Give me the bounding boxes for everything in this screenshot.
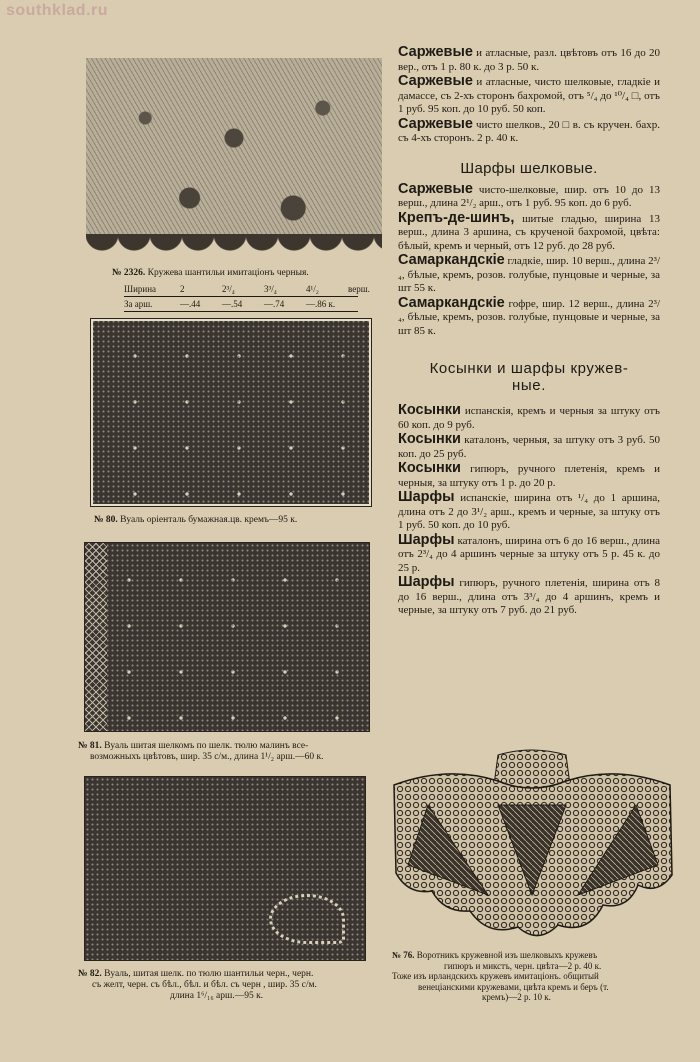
caption-text: Тоже изъ ирландскихъ кружевъ имитаціонъ. общитый <box>392 971 599 981</box>
price-cell: —.86 к. <box>306 299 336 309</box>
entry-text: каталонъ, черныя, за штуку отъ 3 руб. 50 коп. до 25 руб. <box>398 434 660 460</box>
section-heading <box>398 360 660 394</box>
size-cell: верш. <box>348 284 370 294</box>
size-label: Ширина <box>124 284 157 294</box>
entry-lead: Шарфы <box>398 489 455 505</box>
lace-edge <box>85 543 107 731</box>
caption-text: венеціанскими кружевами, цвѣта кремъ и беръ (т. <box>418 981 609 992</box>
caption-82 <box>78 969 317 1002</box>
lace-scallop-edge <box>86 234 382 258</box>
entry <box>398 576 660 618</box>
lace-illustration-2326 <box>86 58 382 258</box>
caption-number: № 76. <box>392 950 415 960</box>
entry <box>398 254 660 296</box>
entry-text: гипюръ, ручного плетенія, ширина отъ 8 до 16 верш., длина отъ 3³/₄ до 4 аршинъ, кремъ и черные, за штуку отъ 7 руб. до 21 руб. <box>398 577 660 616</box>
caption-text: Вуаль шитая шелкомъ по шелк. тюлю малинъ все- <box>104 741 309 751</box>
entry-text: испанскія, кремъ и черныя за штуку отъ 60 коп. до 9 руб. <box>398 405 660 431</box>
entry-lead: Саржевые <box>398 44 473 60</box>
veil-illustration-80 <box>90 318 372 507</box>
entry-text: шитые гладью, ширина 13 верш., длина 3 аршина, съ крученой бахромой, цвѣта: бѣлый, кремъ и черный, отъ 12 руб. до 28 руб. <box>398 212 660 252</box>
caption-number: № 82. <box>78 969 102 979</box>
entry-text: чисто шелков., 20 □ в. съ кручен. бахр. съ 4-хъ сторонъ. 2 р. 40 к. <box>398 118 660 144</box>
entry <box>398 209 660 254</box>
entry-text: гофре, шир. 12 верш., длина 2³/₄, бѣлые, кремъ, розов. голубые, пунцовые и черные, за шт 85 к. <box>398 297 660 337</box>
size-row <box>124 283 390 295</box>
entry-text: испанскіе, ширина отъ ¹/₄ до 1 аршина, длина отъ 2 до 3¹/₂ арш., кремъ и черные, за штуку отъ 1 руб. 50 коп. до 10 руб. <box>398 492 660 531</box>
caption-text: Вуаль, шитая шелк. по тюлю шантильи черн., черн. <box>104 969 314 979</box>
entry <box>398 75 660 117</box>
watermark: southklad.ru <box>6 2 109 19</box>
section-heading: Шарфы шелковые. <box>460 159 598 177</box>
entry <box>398 531 660 576</box>
caption-number: № 80. <box>94 515 118 525</box>
entry <box>398 433 660 461</box>
entry-lead: Саржевые <box>398 73 473 89</box>
caption-number: № 81. <box>78 741 102 751</box>
caption-text: длина 1⁶/₁₆ арш.—95 к. <box>170 991 264 1001</box>
floral-ornament <box>269 894 345 944</box>
entry <box>398 115 660 146</box>
caption-text: возможныхъ цвѣтовъ, шир. 35 с/м., длина 1¹/₂ арш.—60 к. <box>90 752 324 762</box>
size-cell: 4¹/₂ <box>306 284 319 294</box>
entry-lead: Самаркандскіе <box>398 294 505 311</box>
entry-lead: Саржевые <box>398 115 473 132</box>
entry-lead: Крепъ-де-шинъ, <box>398 209 515 226</box>
caption-81 <box>78 741 323 763</box>
table-rule <box>124 296 358 297</box>
heading-line: Косынки и шарфы кружев- <box>429 360 629 377</box>
entry-text: и атласные, чисто шелковые, гладкіе и дамассе, съ 2-хъ сторонъ бахромой, отъ ⁵/₄ до ¹⁰/₄ □, отъ 1 руб. 95 коп. до 10 руб. 50 коп. <box>398 76 660 115</box>
caption-text: съ желт, черн. съ бѣл., бѣл. и бѣл. съ черн , шир. 35 с/м. <box>92 980 317 990</box>
price-label: За арш. <box>124 299 153 309</box>
entry-lead: Саржевые <box>398 180 473 197</box>
size-cell: 2³/₄ <box>222 284 235 294</box>
entry <box>398 294 660 339</box>
heading-line: ные. <box>512 377 546 394</box>
entry-text: гладкіе, шир. 10 верш., длина 2³/₄, бѣлые, кремъ, розов. голубые, пунцовые и черные, за шт 55 к. <box>398 255 660 294</box>
entry-lead: Косынки <box>398 431 461 447</box>
entry <box>398 180 660 211</box>
entry-lead: Самаркандскіе <box>398 252 505 268</box>
catalog-text-column <box>398 46 660 619</box>
price-cell: —.74 <box>264 299 285 309</box>
entry <box>398 491 660 533</box>
price-row <box>124 298 390 310</box>
veil-illustration-81 <box>84 542 370 732</box>
entry <box>398 404 660 432</box>
caption-80 <box>94 515 297 526</box>
entry <box>398 462 660 490</box>
collar-illustration-76 <box>388 745 676 945</box>
caption-text: Вуаль орiенталь бумажная.цв. кремъ—95 к. <box>120 515 298 525</box>
entry-text: и атласные, разл. цвѣтовъ отъ 16 до 20 вер., отъ 1 р. 80 к. до 3 р. 50 к. <box>398 47 660 73</box>
caption-number: № 2326. <box>112 268 146 278</box>
entry-lead: Косынки <box>398 402 461 418</box>
entry-lead: Шарфы <box>398 531 455 548</box>
caption-text: Кружева шантильи имитаціонъ черныя. <box>147 268 309 278</box>
size-cell: 3³/₄ <box>264 284 277 294</box>
collar-drawing <box>388 745 676 945</box>
price-cell: —.54 <box>222 299 243 309</box>
caption-text: кремъ)—2 р. 10 к. <box>482 992 551 1002</box>
size-cell: 2 <box>180 284 185 294</box>
veil-illustration-82 <box>84 776 366 961</box>
caption-2326 <box>112 268 309 279</box>
caption-text: гипюръ и микстъ, черн. цвѣта—2 р. 40 к. <box>444 960 602 971</box>
entry-lead: Шарфы <box>398 574 455 590</box>
caption-text: Воротникъ кружевной изъ шелковыхъ кружевъ <box>416 950 598 960</box>
entry <box>398 46 660 74</box>
entry-text: каталонъ, ширина отъ 6 до 16 верш., длина отъ 2³/₄ до 4 аршинъ черные за штуку отъ 5 р. 45 к. до 25 р. <box>398 534 660 574</box>
entry-text: гипюръ, ручного плетенія, кремъ и черныя, за штуку отъ 1 р. до 20 р. <box>398 463 660 489</box>
size-price-table <box>124 283 390 313</box>
entry-lead: Косынки <box>398 460 461 476</box>
entry-text: чисто-шелковые, шир. отъ 10 до 13 верш., длина 2¹/₂ арш., отъ 1 руб. 95 коп. до 6 руб. <box>398 183 660 209</box>
price-cell: —.44 <box>180 299 201 309</box>
table-rule <box>124 311 358 312</box>
caption-76 <box>392 950 609 1003</box>
